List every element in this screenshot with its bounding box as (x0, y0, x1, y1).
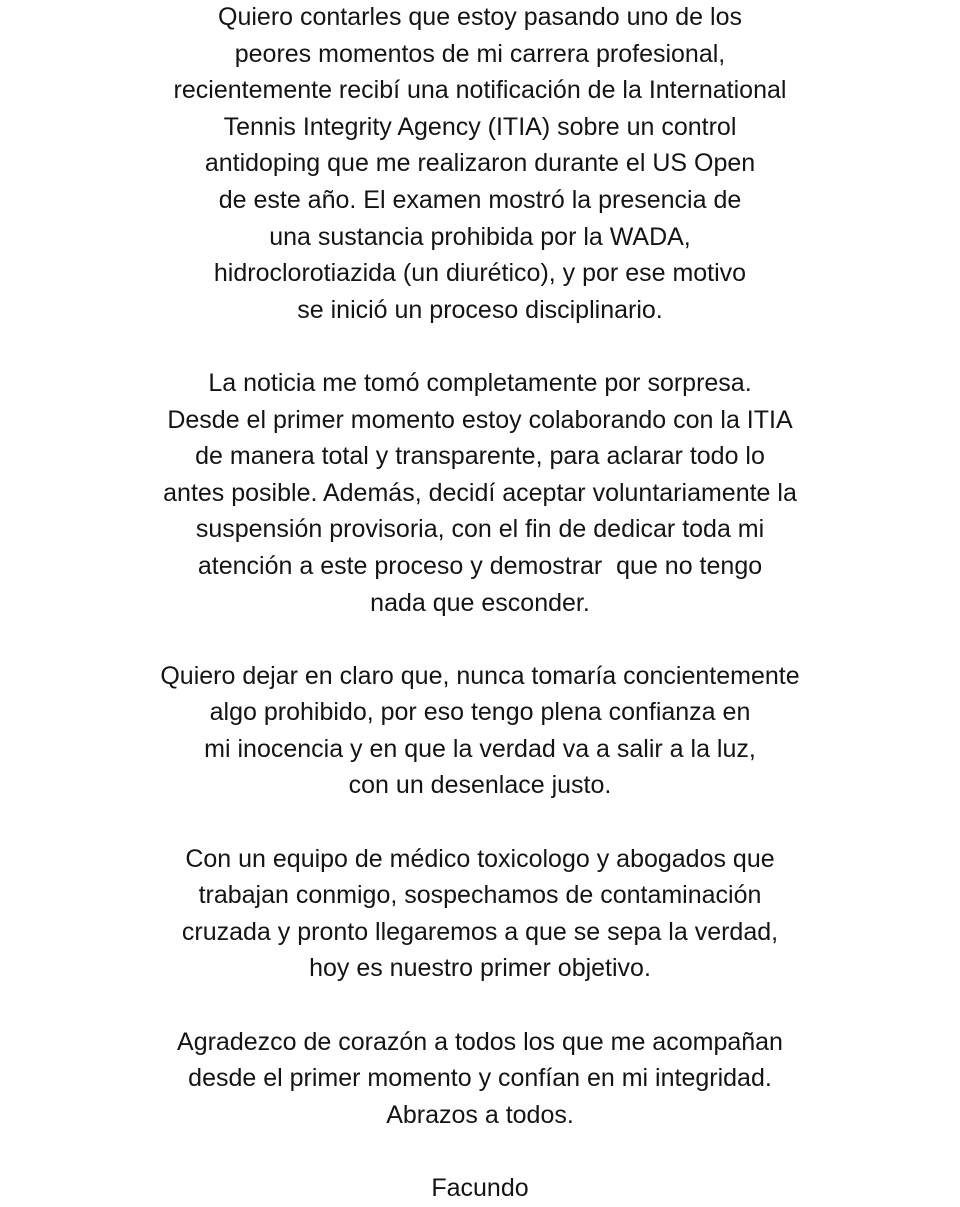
text-line: con un desenlace justo. (348, 771, 612, 800)
paragraph-3 (0, 658, 960, 804)
text-line: Desde el primer momento estoy colaborando con la ITIA (167, 405, 793, 434)
text-line: La noticia me tomó completamente por sorpresa. (208, 368, 752, 397)
text-line: Agradezco de corazón a todos los que me acompañan (177, 1027, 783, 1056)
paragraph-1 (0, 0, 960, 328)
text-line: Quiero contarles que estoy pasando uno de los (218, 3, 742, 31)
text-line: se inició un proceso disciplinario. (297, 295, 663, 324)
text-line: mi inocencia y en que la verdad va a salir a la luz, (204, 734, 756, 763)
text-line: Tennis Integrity Agency (ITIA) sobre un control (223, 112, 737, 141)
paragraph-4 (0, 841, 960, 987)
text-line: cruzada y pronto llegaremos a que se sepa la verdad, (181, 917, 779, 946)
text-line: Quiero dejar en claro que, nunca tomaría concientemente (160, 661, 800, 690)
text-line: desde el primer momento y confían en mi integridad. (188, 1064, 772, 1093)
text-line: Abrazos a todos. (386, 1100, 574, 1129)
text-line: peores momentos de mi carrera profesional, (234, 39, 726, 68)
text-line: una sustancia prohibida por la WADA, (269, 222, 691, 251)
text-line: de este año. El examen mostró la presencia de (218, 185, 742, 214)
text-line: algo prohibido, por eso tengo plena confianza en (209, 698, 751, 727)
signature: Facundo (431, 1174, 529, 1202)
text-line: hidroclorotiazida (un diurético), y por ese motivo (213, 259, 747, 288)
text-line: de manera total y transparente, para aclarar todo lo (195, 442, 765, 471)
text-line: atención a este proceso y demostrar que no tengo (197, 551, 763, 580)
text-line: trabajan conmigo, sospechamos de contaminación (198, 881, 762, 910)
paragraph-5 (0, 1024, 960, 1134)
text-line: nada que esconder. (370, 588, 590, 617)
paragraph-2 (0, 365, 960, 621)
text-line: antes posible. Además, decidí aceptar voluntariamente la (163, 478, 797, 507)
text-line: hoy es nuestro primer objetivo. (309, 954, 651, 983)
text-line: recientemente recibí una notificación de la International (173, 76, 787, 105)
text-line: antidoping que me realizaron durante el US Open (204, 149, 756, 178)
text-line: suspensión provisoria, con el fin de dedicar toda mi (195, 515, 765, 544)
text-line: Con un equipo de médico toxicologo y abogados que (185, 844, 775, 873)
